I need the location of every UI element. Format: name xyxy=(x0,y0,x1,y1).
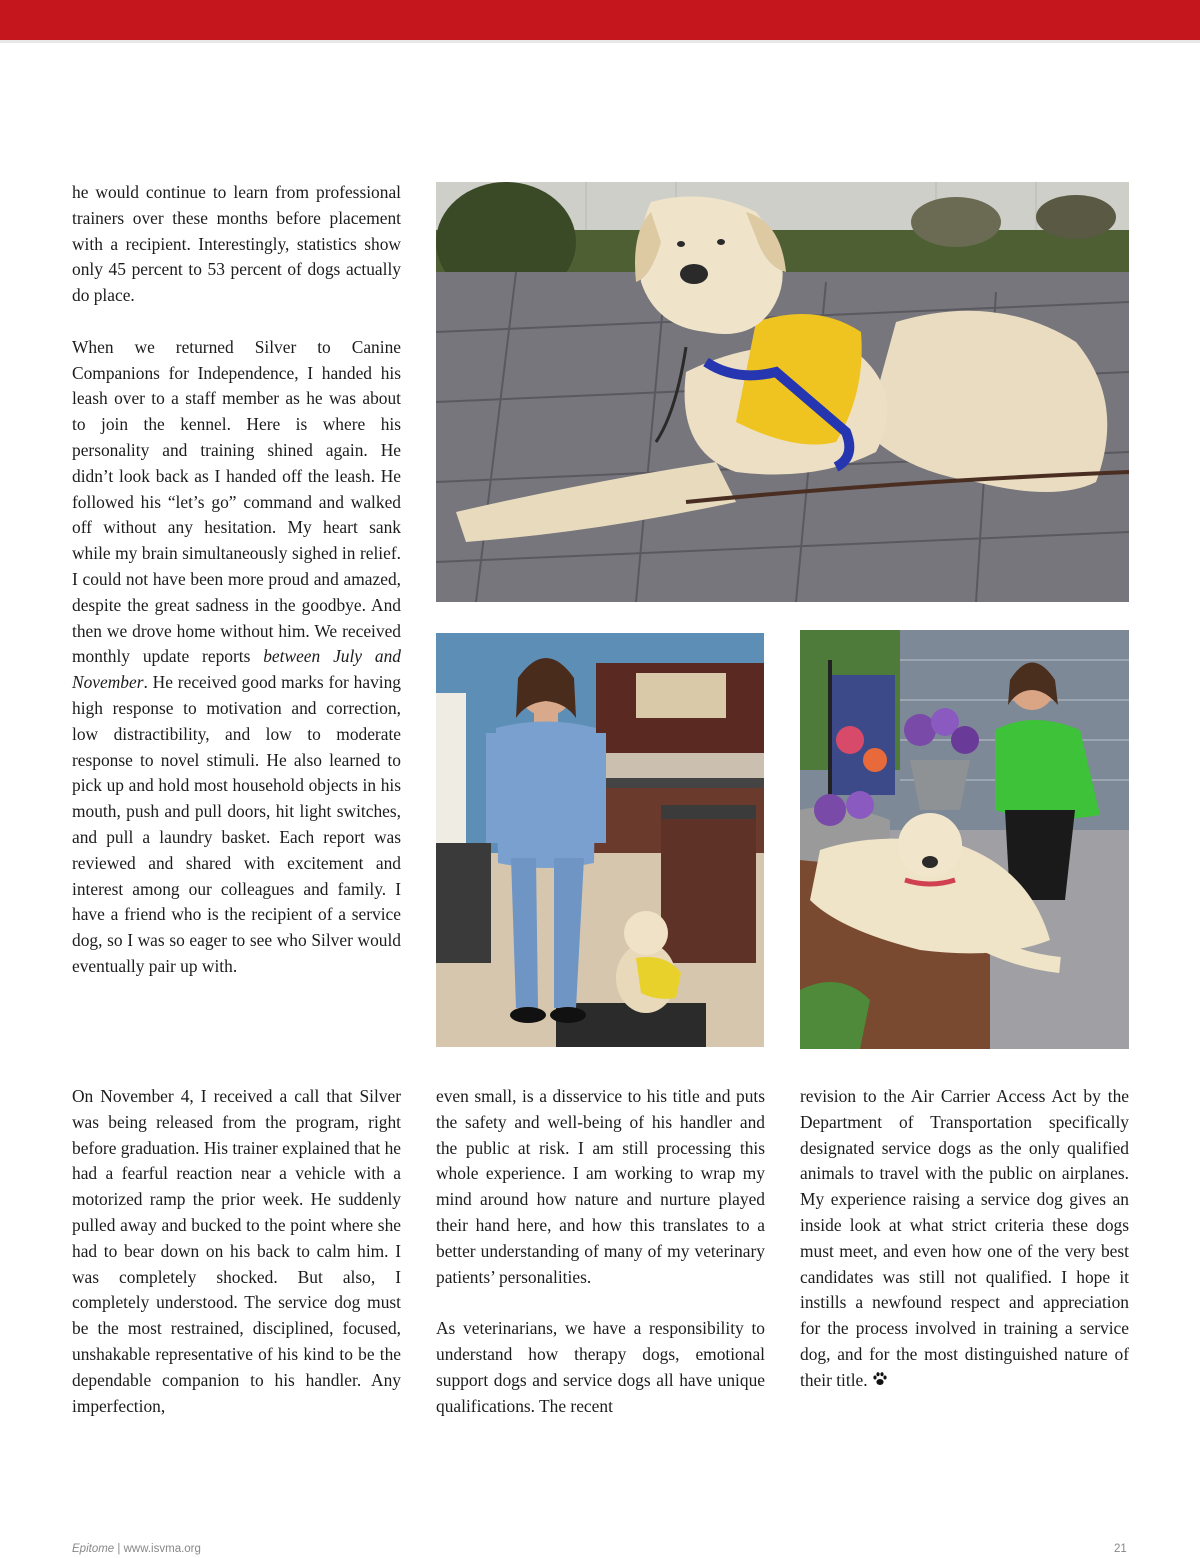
article-column-1 xyxy=(72,180,401,1006)
paragraph-4: even small, is a disservice to his title and puts the safety and well-being of his handler and the public at risk. I am still processing this whole experience. I am working to wrap my mind around how nature and nurture played their hand here, and how this translates to a better understanding of many of my veterinary patients’ personalities. xyxy=(436,1086,765,1287)
footer-separator: | xyxy=(114,1543,124,1555)
paragraph-2-part-a: When we returned Silver to Canine Companions for Independence, I handed his leash over to a staff member as he was about to join the kennel. Here is where his personality and training shined again. He didn’t look back as I handed off the leash. He followed his “let’s go” command and walked off without any hesitation. My heart sank while my brain simultaneously sighed in relief. I could not have been more proud and amazed, despite the great sadness in the goodbye. And then we drove home without him. We received monthly update reports xyxy=(72,336,401,667)
photo-owner-with-dog-in-garden xyxy=(800,630,1129,1049)
article-column-3 xyxy=(800,1084,1129,1420)
photo-veterinarian-with-puppy xyxy=(436,633,764,1047)
paragraph-2-italic: between July and November xyxy=(72,646,401,693)
footer xyxy=(72,1543,201,1555)
article-column-1-lower xyxy=(72,1084,401,1445)
top-bar-shadow xyxy=(0,40,1200,43)
photo-dog-in-service-vest xyxy=(436,182,1129,602)
footer-magazine-name: Epitome xyxy=(72,1543,115,1555)
article-column-2 xyxy=(436,1084,765,1445)
paragraph-6 xyxy=(800,1084,1129,1395)
page-number: 21 xyxy=(1114,1543,1127,1555)
paragraph-1: he would continue to learn from professional trainers over these months before placement with a recipient. Interestingly, statistics show only 45 percent to 53 percent of dogs actually do place. xyxy=(72,182,401,306)
paragraph-6-text: revision to the Air Carrier Access Act by the Department of Transportation specifically designated service dogs as the only qualified animals to travel with the public on airplanes. My experience raising a service dog gives an inside look at what strict criteria these dogs must meet, and even how one of the very best candidates was still not qualified. I hope it instills a newfound respect and appreciation for the process involved in training a service dog, and for the most distinguished nature of their title. xyxy=(800,1086,1129,1390)
paw-icon xyxy=(872,1369,888,1395)
paragraph-2 xyxy=(72,335,401,980)
footer-url: www.isvma.org xyxy=(123,1543,201,1555)
paragraph-3: On November 4, I received a call that Silver was being released from the program, right before graduation. His trainer explained that he had a fearful reaction near a vehicle with a motorized ramp the prior week. He suddenly pulled away and bucked to the point where she had to bear down on his back to calm him. I was completely shocked. But also, I completely understood. The service dog must be the most restrained, disciplined, focused, unshakable representative of his kind to be the dependable companion to his handler. Any imperfection, xyxy=(72,1086,401,1416)
paragraph-5: As veterinarians, we have a responsibility to understand how therapy dogs, emotional support dogs and service dogs all have unique qualifications. The recent xyxy=(436,1318,765,1416)
paragraph-2-part-b: . He received good marks for having high response to motivation and correction, low distractibility, and low to moderate response to novel stimuli. He also learned to pick up and hold most household objects in his mouth, push and pull doors, hit light switches, and pull a laundry basket. Each report was reviewed and shared with excitement and interest among our colleagues and family. I have a friend who is the recipient of a service dog, so I was so eager to see who Silver would eventually pair up with. xyxy=(72,672,401,976)
top-accent-bar xyxy=(0,0,1200,40)
